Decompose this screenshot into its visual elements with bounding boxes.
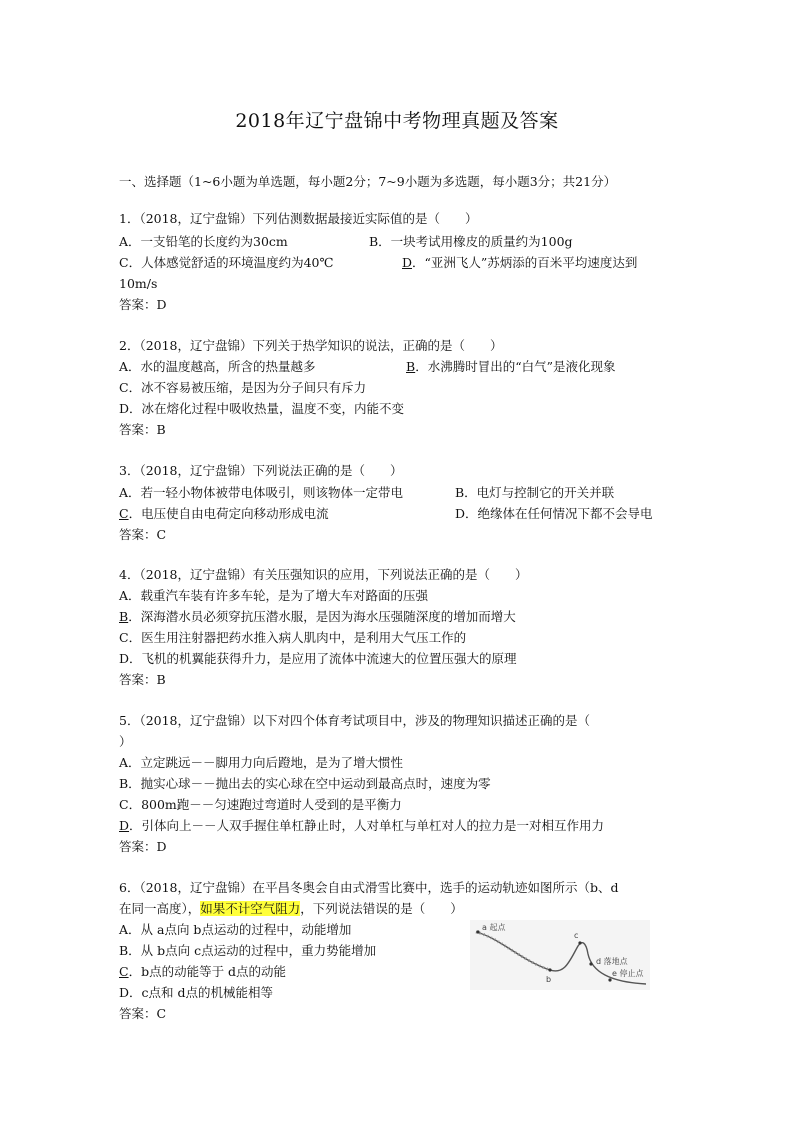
- label-a: a 起点: [482, 923, 506, 932]
- q6-option-c: [119, 963, 286, 981]
- q3-option-c: [119, 505, 329, 523]
- q2-answer: 答案：B: [119, 422, 166, 437]
- label-e: e 停止点: [612, 969, 644, 978]
- q3-option-b: B．电灯与控制它的开关并联: [455, 485, 615, 500]
- q2-option-a: A．水的温度越高，所含的热量越多: [119, 359, 316, 374]
- q6-stem: 6．（2018，辽宁盘锦）在平昌冬奥会自由式滑雪比赛中，选手的运动轨迹如图所示（b、d: [119, 880, 619, 895]
- q4-option-b-text: ．深海潜水员必须穿抗压潜水服，是因为海水压强随深度的增加而增大: [128, 609, 516, 624]
- q3-option-d: D．绝缘体在任何情况下都不会导电: [455, 506, 653, 521]
- ski-trajectory-figure: [470, 920, 650, 990]
- q3-answer: 答案：C: [119, 527, 167, 542]
- q6-option-a: A．从 a点向 b点运动的过程中，动能增加: [119, 922, 352, 937]
- label-b: b: [546, 975, 552, 984]
- q5-option-d: [119, 817, 604, 835]
- q6-stem-pre: 在同一高度），: [119, 901, 201, 916]
- q2-option-b-text: ．水沸腾时冒出的“白气”是液化现象: [415, 359, 616, 374]
- q1-answer: 答案：D: [119, 297, 167, 312]
- q6-option-c-letter: C: [119, 964, 129, 979]
- point-c: [578, 941, 581, 944]
- label-c: c: [574, 931, 579, 940]
- q6-option-b: B．从 b点向 c点运动的过程中，重力势能增加: [119, 943, 377, 958]
- q2-option-b: [406, 358, 615, 376]
- q3-option-c-text: ．电压使自由电荷定向移动形成电流: [128, 506, 329, 521]
- q4-option-c: C．医生用注射器把药水推入病人肌肉中，是利用大气压工作的: [119, 630, 467, 645]
- q1-stem: 1．（2018，辽宁盘锦）下列估测数据最接近实际值的是（ ）: [119, 211, 478, 226]
- q1-option-a: A．一支铅笔的长度约为30cm: [119, 234, 288, 249]
- point-d: [589, 962, 592, 965]
- q6-highlighted-phrase: 如果不计空气阻力: [200, 901, 301, 916]
- q6-stem-post: ，下列说法错误的是（ ）: [300, 901, 463, 916]
- q4-option-b: [119, 608, 516, 626]
- q5-option-d-text: ．引体向上－－人双手握住单杠静止时，人对单杠与单杠对人的拉力是一对相互作用力: [129, 818, 605, 833]
- q5-option-c: C．800m跑－－匀速跑过弯道时人受到的是平衡力: [119, 797, 402, 812]
- q5-stem-cont: ）: [119, 734, 132, 749]
- q4-stem: 4．（2018，辽宁盘锦）有关压强知识的应用，下列说法正确的是（ ）: [119, 567, 528, 582]
- q2-stem: 2．（2018，辽宁盘锦）下列关于热学知识的说法，正确的是（ ）: [119, 338, 503, 353]
- q4-option-a: A．载重汽车装有许多车轮，是为了增大车对路面的压强: [119, 588, 429, 603]
- page-title: 2018年辽宁盘锦中考物理真题及答案: [235, 110, 559, 132]
- q4-option-b-letter: B: [119, 609, 129, 624]
- point-e: [608, 978, 611, 981]
- q2-option-d: D．冰在熔化过程中吸收热量，温度不变，内能不变: [119, 401, 405, 416]
- q1-option-d-letter: D: [402, 255, 413, 270]
- q5-stem: 5．（2018，辽宁盘锦）以下对四个体育考试项目中，涉及的物理知识描述正确的是（: [119, 713, 591, 728]
- q3-option-c-letter: C: [119, 506, 129, 521]
- q5-option-b: B．抛实心球－－抛出去的实心球在空中运动到最高点时，速度为零: [119, 776, 491, 791]
- q5-option-d-letter: D: [119, 818, 130, 833]
- section-heading: 一、选择题（1~6小题为单选题，每小题2分；7~9小题为多选题，每小题3分；共21分）: [119, 174, 617, 189]
- q1-option-b: B．一块考试用橡皮的质量约为100g: [369, 234, 573, 249]
- q4-answer: 答案：B: [119, 672, 166, 687]
- q2-option-b-letter: B: [406, 359, 416, 374]
- q1-option-d-text: ．“亚洲飞人”苏炳添的百米平均速度达到: [412, 255, 638, 270]
- q6-option-c-text: ．b点的动能等于 d点的动能: [128, 964, 287, 979]
- label-d: d 落地点: [596, 957, 628, 966]
- point-b: [548, 968, 551, 971]
- q3-stem: 3．（2018，辽宁盘锦）下列说法正确的是（ ）: [119, 463, 403, 478]
- q6-option-d: D．c点和 d点的机械能相等: [119, 985, 273, 1000]
- q6-stem-cont: [119, 900, 463, 918]
- q5-answer: 答案：D: [119, 839, 167, 854]
- point-a: [476, 930, 479, 933]
- q1-option-d-cont: 10m/s: [119, 276, 158, 291]
- q3-option-a: A．若一轻小物体被带电体吸引，则该物体一定带电: [119, 485, 404, 500]
- q1-option-d: [402, 254, 637, 272]
- q2-option-c: C．冰不容易被压缩，是因为分子间只有斥力: [119, 380, 367, 395]
- q4-option-d: D．飞机的机翼能获得升力，是应用了流体中流速大的位置压强大的原理: [119, 651, 517, 666]
- q1-option-c: C．人体感觉舒适的环境温度约为40℃: [119, 255, 334, 270]
- q5-option-a: A．立定跳远－－脚用力向后蹬地，是为了增大惯性: [119, 755, 404, 770]
- q6-answer: 答案：C: [119, 1006, 167, 1021]
